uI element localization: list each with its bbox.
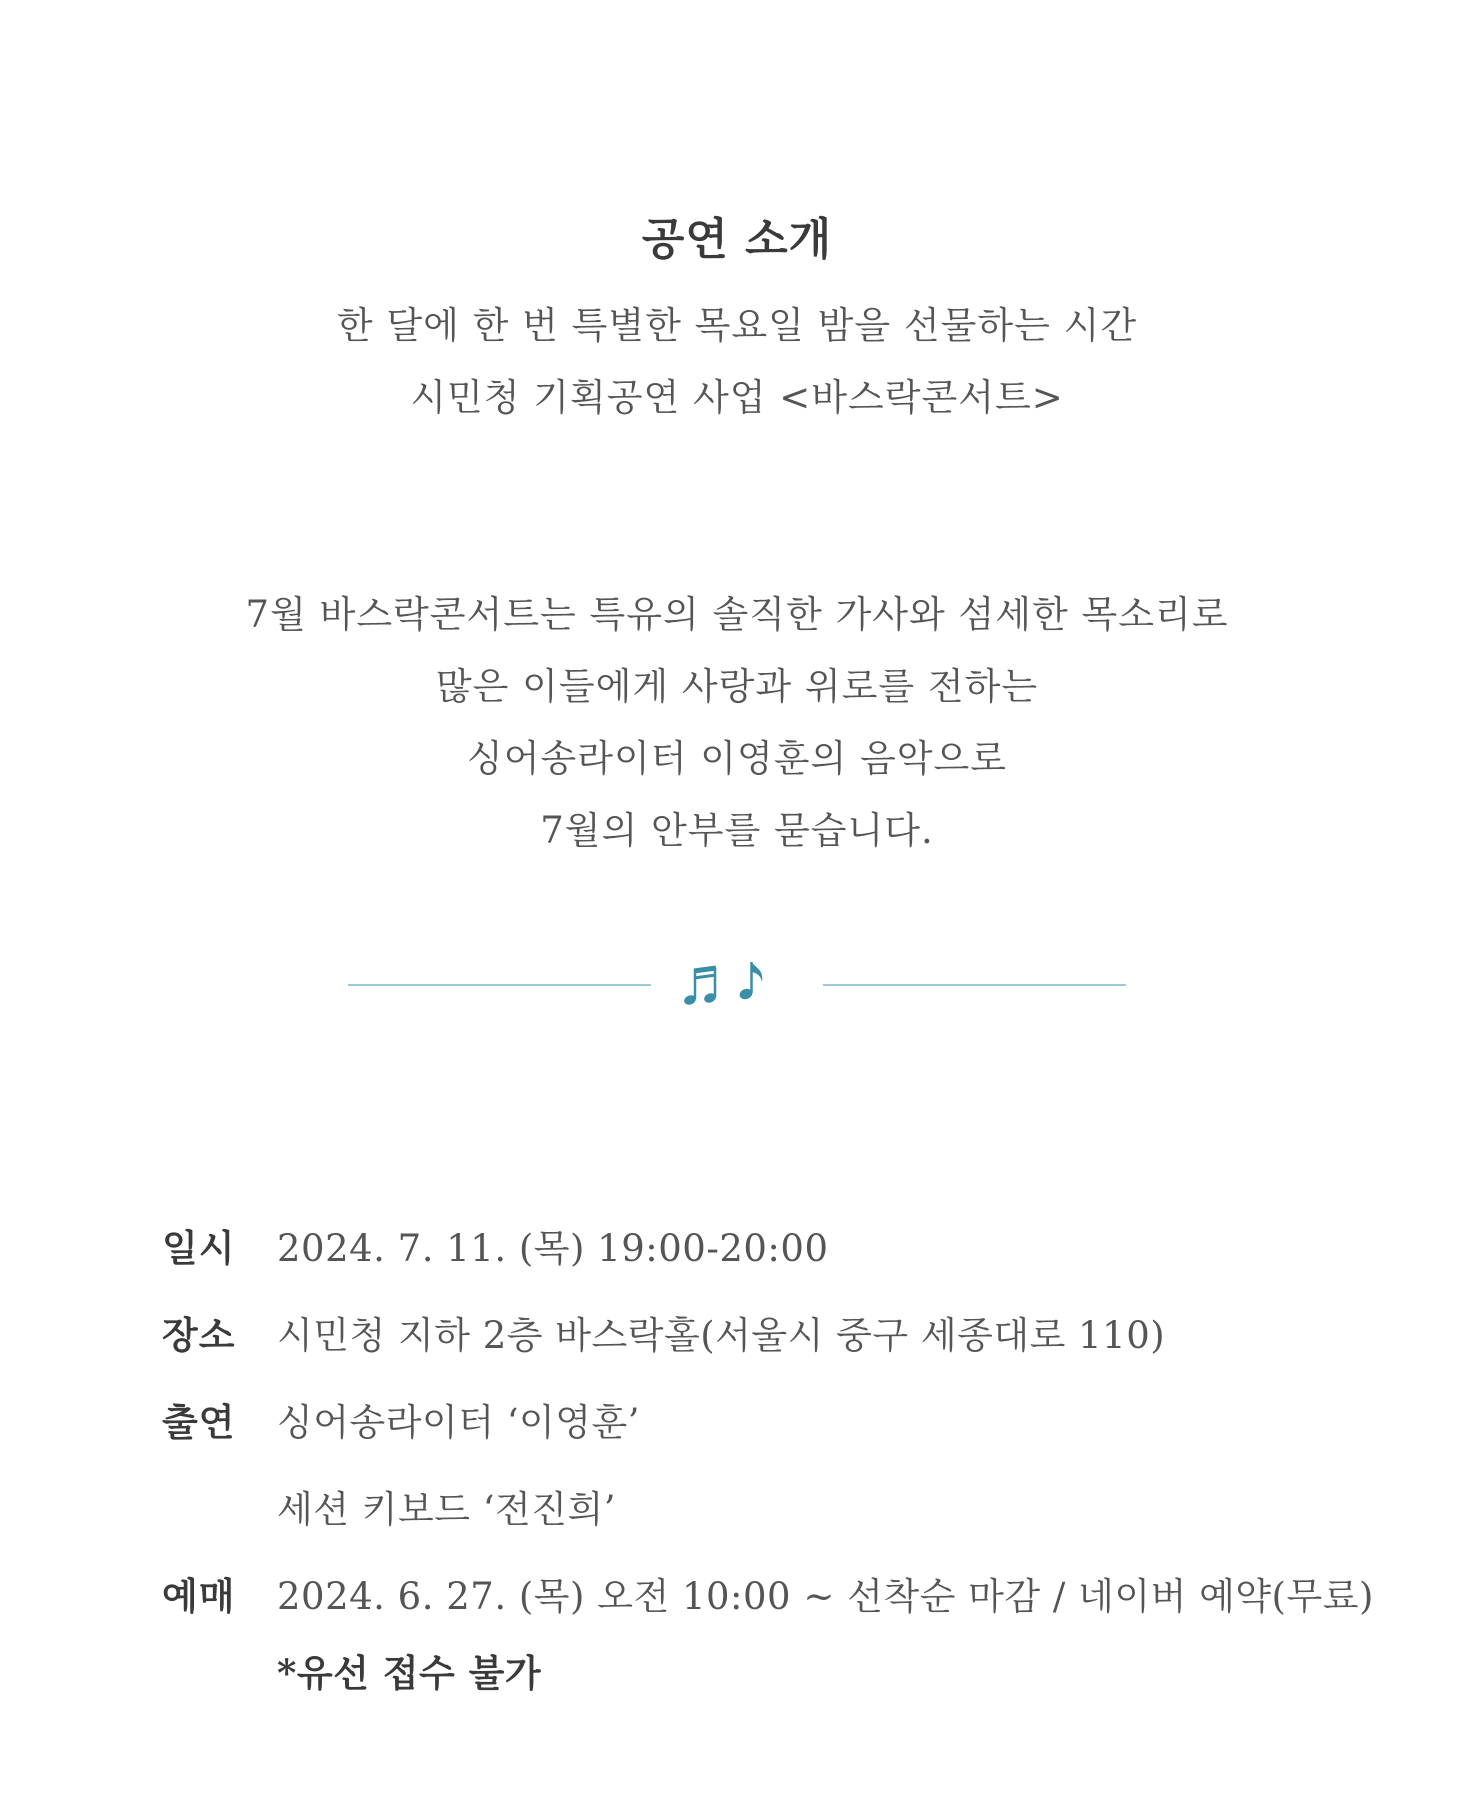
intro-line: 한 달에 한 번 특별한 목요일 밤을 선물하는 시간 (336, 304, 1138, 347)
divider-line-left (348, 984, 651, 986)
booking-note: *유선 접수 불가 (277, 1651, 542, 1695)
info-row-performer-session (0, 1479, 1474, 1529)
info-row-venue (0, 1305, 1474, 1355)
description-line: 7월의 안부를 묻습니다. (540, 809, 934, 852)
description-line: 많은 이들에게 사랑과 위로를 전하는 (435, 665, 1039, 708)
info-value: 세션 키보드 ‘전진희’ (277, 1488, 616, 1531)
music-notes-icon (676, 960, 798, 1010)
info-value: 싱어송라이터 ‘이영훈’ (277, 1401, 640, 1444)
divider-line-right (823, 984, 1126, 986)
info-label: 일시 (162, 1226, 236, 1270)
info-label: 장소 (162, 1313, 236, 1357)
info-label: 예매 (162, 1574, 236, 1618)
info-row-performer (0, 1392, 1474, 1442)
info-row-booking (0, 1566, 1474, 1616)
info-label: 출연 (162, 1400, 236, 1444)
intro-line: 시민청 기획공연 사업 <바스락콘서트> (410, 376, 1064, 419)
description-line: 7월 바스락콘서트는 특유의 솔직한 가사와 섬세한 목소리로 (245, 593, 1229, 636)
info-row-booking-note (0, 1643, 1474, 1693)
info-value: 2024. 7. 11. (목) 19:00-20:00 (277, 1227, 829, 1270)
info-value: 2024. 6. 27. (목) 오전 10:00 ~ 선착순 마감 / 네이버 예약(무료) (277, 1575, 1374, 1618)
section-title: 공연 소개 (641, 214, 833, 265)
info-value: 시민청 지하 2층 바스락홀(서울시 중구 세종대로 110) (277, 1314, 1166, 1357)
music-divider (348, 960, 1126, 1010)
info-row-date (0, 1218, 1474, 1268)
description-line: 싱어송라이터 이영훈의 음악으로 (467, 737, 1007, 780)
